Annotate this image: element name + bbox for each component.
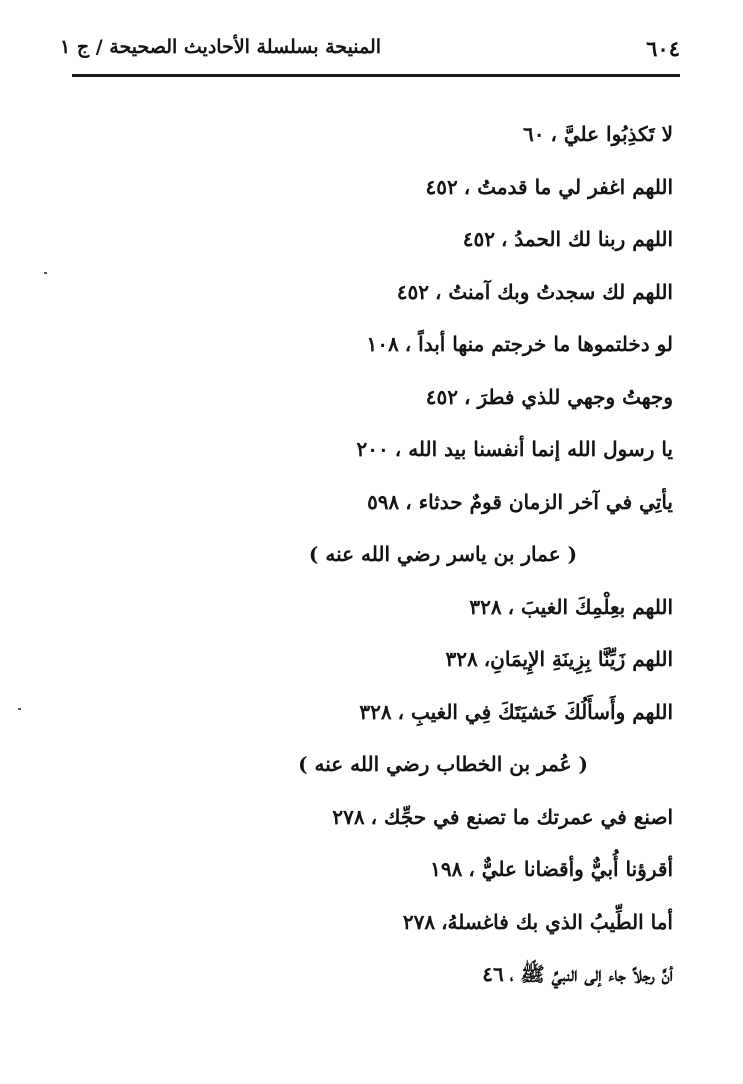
entry-page-ref: ٣٢٨ — [445, 647, 478, 671]
companion-section-heading — [73, 528, 673, 581]
index-entry — [73, 476, 673, 529]
entry-page-ref: ١٩٨ — [430, 857, 463, 881]
index-entry — [73, 108, 673, 161]
index-entry — [73, 581, 673, 634]
scan-speck — [44, 272, 47, 274]
entry-page-ref: ٤٥٢ — [425, 174, 458, 199]
entry-text: اللهم لك سجدتُ وبك آمنتُ ، — [434, 279, 673, 304]
entry-text: أما الطِّيبُ الذي بك فاغسلهُ، — [441, 909, 673, 934]
page-number: ٦٠٤ — [646, 36, 680, 61]
index-entry — [73, 371, 673, 424]
index-entry — [73, 896, 673, 949]
index-entry — [73, 161, 673, 214]
index-entry — [73, 791, 673, 844]
section-heading-text: ( عُمر بن الخطاب رضي الله عنه ) — [298, 752, 588, 776]
entry-text: أقرؤنا أُبيٌّ وأقضانا عليٌّ ، — [468, 857, 673, 881]
entry-text: وجهتُ وجهي للذي فطرَ ، — [464, 384, 673, 409]
entry-page-ref: ٣٢٨ — [469, 594, 502, 619]
entry-page-ref: ٤٥٢ — [396, 279, 429, 304]
entry-page-ref: ٢٧٨ — [332, 804, 365, 829]
entry-text: اللهم زَيِّنَّا بِزِينَةِ الإِيمَانِ، — [483, 647, 673, 671]
entry-page-ref: ٤٥٢ — [425, 384, 459, 409]
scan-speck — [18, 708, 21, 710]
entry-page-ref: ٤٦ — [482, 962, 504, 986]
entry-text: اللهم بعِلْمِكَ الغيبَ ، — [507, 594, 673, 619]
index-entry — [73, 318, 673, 371]
entry-page-ref: ١٠٨ — [366, 332, 399, 356]
entry-page-ref: ٢٠٠ — [356, 437, 389, 461]
entry-text: اللهم اغفر لي ما قدمتُ ، — [463, 174, 673, 199]
entry-text: لا تَكذِبُوا عليَّ ، — [550, 122, 673, 146]
section-heading-text: ( عمار بن ياسر رضي الله عنه ) — [308, 542, 578, 566]
index-entry — [73, 843, 673, 896]
index-entry — [73, 213, 673, 266]
entry-text: اصنع في عمرتك ما تصنع في حجِّك ، — [370, 804, 673, 829]
entry-page-ref: ٦٠ — [522, 122, 545, 146]
hadith-index-list — [73, 108, 673, 1001]
entry-page-ref: ٣٢٨ — [359, 699, 392, 724]
entry-page-ref: ٢٧٨ — [402, 909, 436, 934]
entry-text: اللهم وأَسأَلُكَ خَشيَتَكَ فِي الغيبِ ، — [397, 699, 673, 724]
book-title: المنيحة بسلسلة الأحاديث الصحيحة / ج ١ — [60, 36, 382, 58]
index-entry — [73, 948, 673, 1001]
index-entry — [73, 686, 673, 739]
entry-page-ref: ٥٩٨ — [367, 489, 400, 514]
entry-text: أنَّ رجلاً جاء إلى النبيِّ ﷺ ، — [509, 962, 673, 986]
index-entry — [73, 423, 673, 476]
entry-page-ref: ٤٥٢ — [462, 227, 495, 251]
header-rule — [72, 74, 680, 77]
entry-text: يا رسول الله إنما أنفسنا بيد الله ، — [394, 437, 673, 461]
running-header — [60, 36, 680, 70]
entry-text: لو دخلتموها ما خرجتم منها أبداً ، — [404, 332, 673, 356]
entry-text: يأتِي في آخر الزمان قومٌ حدثاء ، — [405, 489, 673, 514]
companion-section-heading — [73, 738, 673, 791]
entry-text: اللهم ربنا لك الحمدُ ، — [500, 227, 673, 251]
index-entry — [73, 266, 673, 319]
index-entry — [73, 633, 673, 686]
